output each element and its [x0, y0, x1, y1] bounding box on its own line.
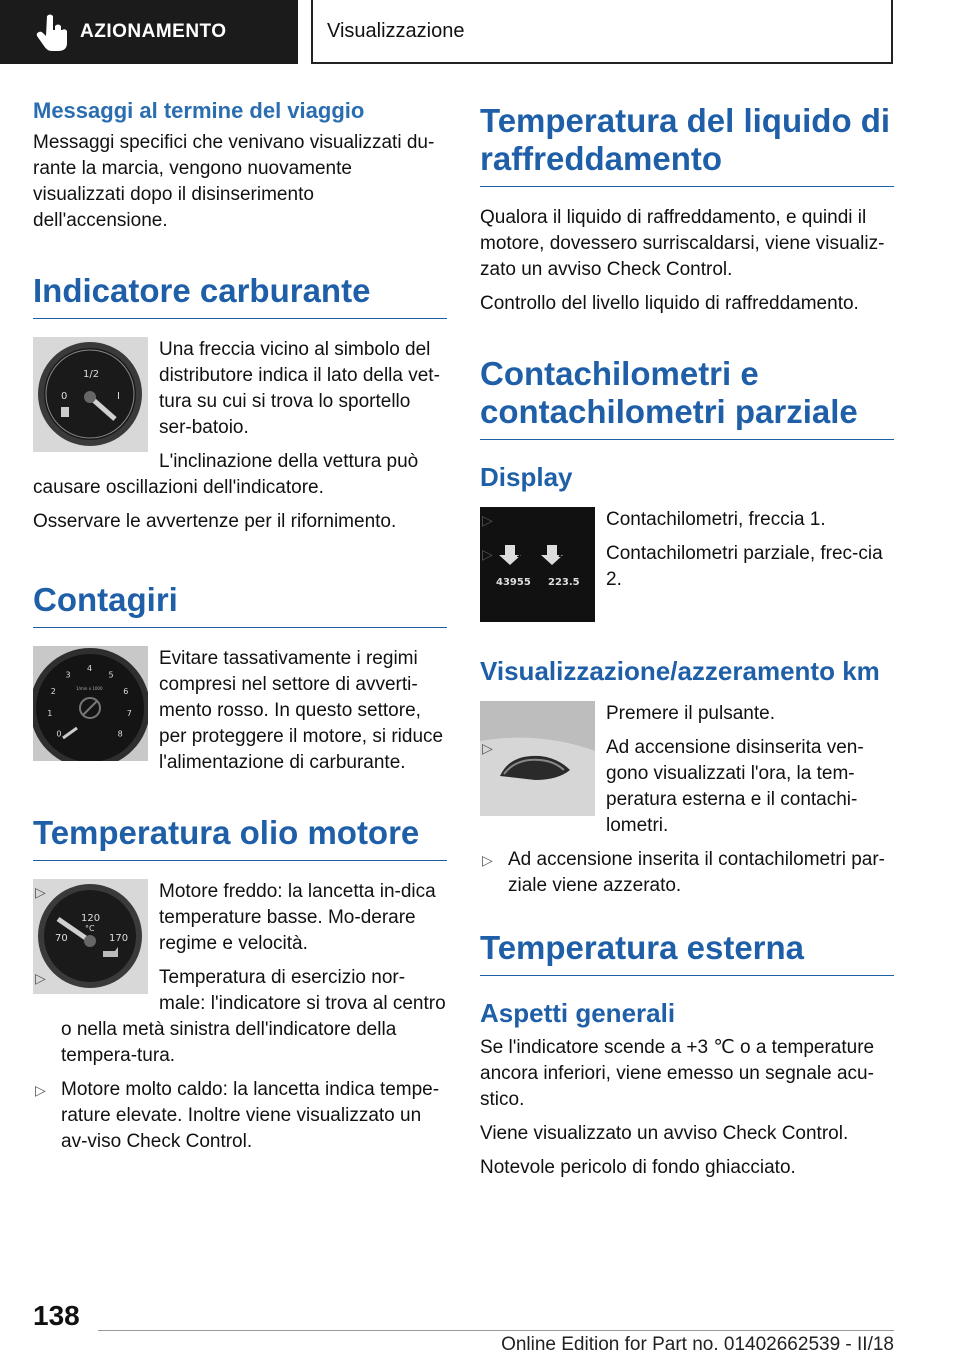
oil-heading: Temperatura olio motore — [33, 814, 447, 861]
section-title: Visualizzazione — [327, 19, 465, 42]
rev-text: Evitare tassativamente i regimi compresi nel settore di avverti-mento rosso. In questo settore, per proteggere il motore, si riduce l'alimentazione di carburante. — [159, 648, 444, 773]
fuel-zero-label: 0 — [61, 391, 68, 402]
rev-tick-label: 4 — [87, 664, 93, 673]
general-heading: Aspetti generali — [480, 998, 676, 1028]
odometer-value: 43955 — [496, 577, 531, 588]
fuel-text-3: Osservare le avvertenze per il rifornimento. — [33, 511, 397, 532]
external-temp-text-3: Notevole pericolo di fondo ghiacciato. — [480, 1157, 796, 1178]
end-trip-heading: Messaggi al termine del viaggio — [33, 98, 365, 123]
list-item: ▷ Contachilometri, freccia 1. — [480, 507, 894, 533]
list-item: ▷ Temperatura di esercizio nor-male: l'indicatore si trova al centro o nella metà sinistra dell'indicatore della tempera-tura. — [35, 967, 446, 1066]
coolant-text-2: Controllo del livello liquido di raffreddamento. — [480, 293, 859, 314]
section-header — [311, 0, 893, 64]
triangle-right-icon: ▷ — [482, 740, 493, 756]
oil-list-2 — [33, 1077, 447, 1155]
list-item: ▷ Motore freddo: la lancetta in-dica temperature basse. Mo-derare regime e velocità. — [35, 881, 436, 954]
rev-tick-label: 6 — [123, 687, 129, 697]
display-heading: Display — [480, 462, 573, 492]
external-temp-text-2: Viene visualizzato un avviso Check Control. — [480, 1123, 849, 1144]
rev-tick-label: 0 — [56, 729, 62, 739]
fuel-full-label: I — [117, 391, 120, 402]
triangle-right-icon: ▷ — [35, 1082, 46, 1098]
arrow-1-label: 1 — [516, 550, 523, 560]
trip-value: 223.5 — [548, 577, 580, 588]
left-column — [33, 98, 447, 1163]
edition-text: Online Edition for Part no. 01402662539 - II/18 — [501, 1334, 894, 1355]
fuel-gauge-image — [33, 337, 148, 452]
display-list — [480, 507, 894, 593]
reset-list — [480, 735, 894, 839]
reset-text: Premere il pulsante. — [606, 703, 775, 724]
list-item: ▷ Contachilometri parziale, frec-cia 2. — [482, 543, 883, 590]
fuel-heading: Indicatore carburante — [33, 272, 447, 319]
coolant-text-1: Qualora il liquido di raffreddamento, e quindi il motore, dovessero surriscaldarsi, viene visualiz-zato un avviso Check Control. — [480, 207, 885, 280]
oil-170-label: 170 — [109, 933, 129, 944]
triangle-right-icon: ▷ — [35, 970, 46, 986]
rev-tick-label: 8 — [117, 729, 123, 739]
footer-divider — [98, 1330, 894, 1331]
page-number: 138 — [33, 1300, 80, 1331]
oil-70-label: 70 — [55, 933, 68, 944]
coolant-heading: Temperatura del liquido di raffreddamento — [480, 102, 894, 187]
list-item: ▷ Ad accensione inserita il contachilometri par-ziale viene azzerato. — [482, 849, 886, 896]
hand-pointer-icon — [36, 12, 70, 52]
triangle-right-icon: ▷ — [482, 546, 493, 562]
odometer-heading: Contachilometri e contachilometri parziale — [480, 355, 894, 440]
chapter-label: AZIONAMENTO — [80, 21, 227, 42]
arrow-2-label: 2 — [558, 550, 565, 560]
triangle-right-icon: ▷ — [482, 852, 493, 868]
list-item: ▷ Motore molto caldo: la lancetta indica tempe-rature elevate. Inoltre viene visualizzato un av-viso Check Control. — [35, 1079, 440, 1152]
rev-tick-label: 3 — [65, 670, 71, 680]
fuel-half-label: 1/2 — [83, 369, 100, 380]
reset-list-2 — [480, 847, 894, 899]
fuel-pump-icon — [61, 407, 69, 417]
reset-heading: Visualizzazione/azzeramento km — [480, 656, 880, 686]
rev-tick-label: 5 — [108, 670, 114, 680]
external-temp-heading: Temperatura esterna — [480, 929, 894, 976]
rev-tick-label: 2 — [50, 687, 56, 697]
rev-tick-label: 1 — [47, 709, 53, 719]
chapter-tab — [0, 0, 298, 64]
rev-tick-label: 7 — [126, 709, 132, 719]
list-item: ▷ Ad accensione disinserita ven-gono visualizzati l'ora, la tem-peratura esterna e il contachi-lometri. — [482, 737, 864, 836]
triangle-right-icon: ▷ — [35, 884, 46, 900]
fuel-text-2: L'inclinazione della vettura può causare oscillazioni dell'indicatore. — [33, 451, 419, 498]
oil-list — [33, 879, 447, 1069]
right-column — [480, 102, 894, 1189]
triangle-right-icon: ▷ — [482, 512, 493, 528]
oil-unit-label: °C — [85, 924, 95, 933]
end-trip-text: Messaggi specifici che venivano visualizzati du-rante la marcia, vengono nuovamente visualizzati dopo il disinserimento dell'accensione. — [33, 132, 435, 231]
external-temp-text-1: Se l'indicatore scende a +3 ℃ o a temperature ancora inferiori, viene emesso un segnale acu-stico. — [480, 1037, 875, 1110]
oil-120-label: 120 — [81, 913, 101, 924]
rev-counter-image — [33, 646, 148, 761]
rev-unit-label: 1/min x 1000 — [76, 686, 103, 691]
fuel-text-1: Una freccia vicino al simbolo del distributore indica il lato della vet-tura su cui si trova lo sportello ser-batoio. — [159, 339, 440, 438]
rev-heading: Contagiri — [33, 581, 447, 628]
